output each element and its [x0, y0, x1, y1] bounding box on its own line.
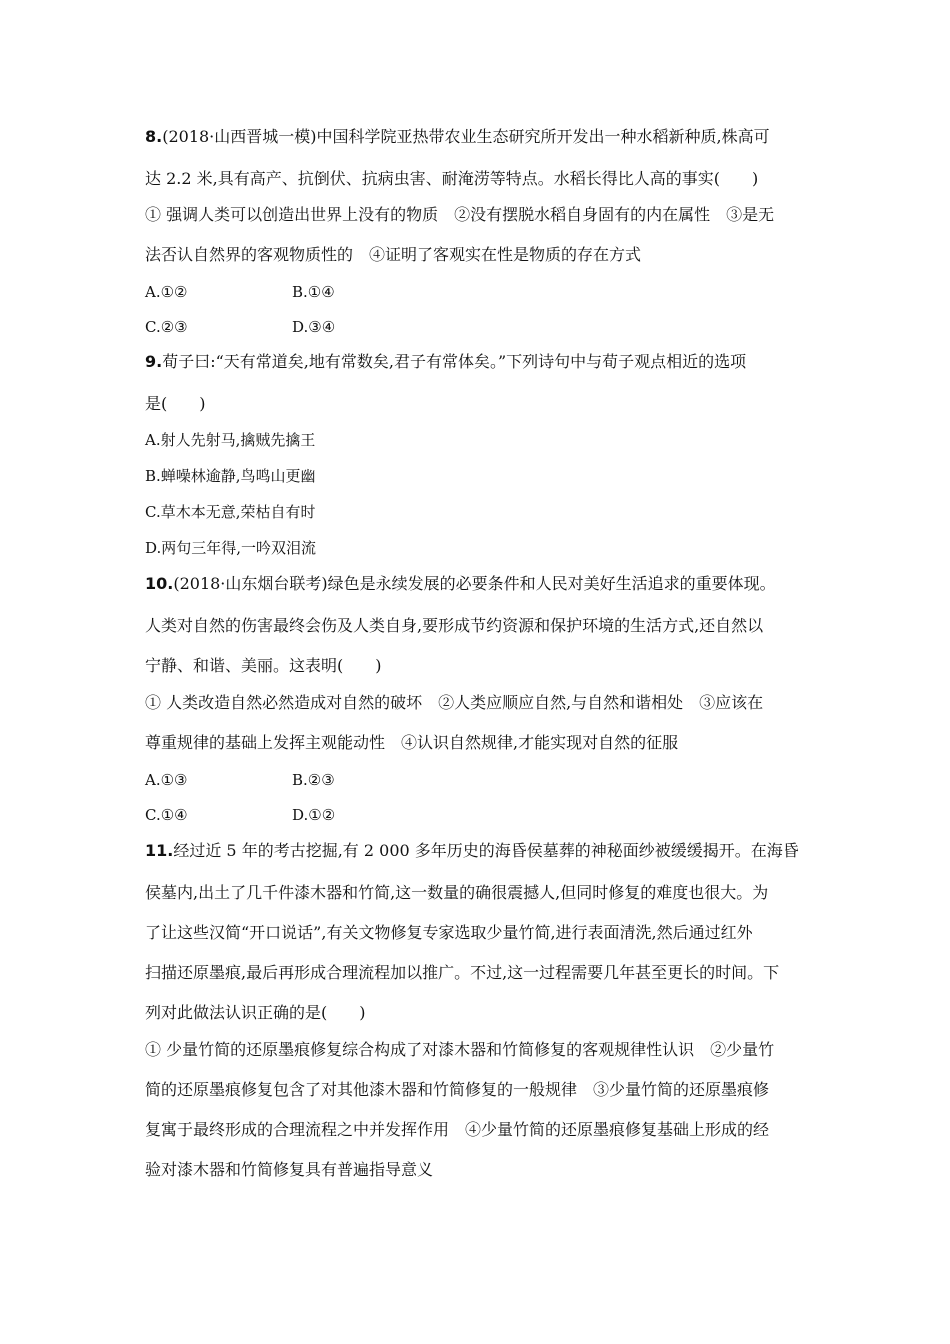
q10-line-2: 人类对自然的伤害最终会伤及人类自身,要形成节约资源和保护环境的生活方式,还自然以 — [145, 616, 764, 635]
q11-line-1 — [145, 840, 815, 862]
q8-number: 8. — [145, 127, 163, 146]
q8-line-4: 法否认自然界的客观物质性的 ④证明了客观实在性是物质的存在方式 — [145, 245, 642, 264]
q10-option-a: A.①③ — [145, 771, 188, 789]
q10-line-1 — [145, 573, 815, 595]
q8-text-1: (2018·山西晋城一模)中国科学院亚热带农业生态研究所开发出一种水稻新种质,株高可 — [162, 127, 770, 146]
q11-line-4: 扫描还原墨痕,最后再形成合理流程加以推广。不过,这一过程需要几年甚至更长的时间。下 — [145, 963, 780, 982]
q11-line-2: 侯墓内,出土了几千件漆木器和竹简,这一数量的确很震撼人,但同时修复的难度也很大。为 — [145, 883, 769, 902]
q10-option-d: D.①② — [292, 806, 336, 824]
q11-line-8: 复寓于最终形成的合理流程之中并发挥作用 ④少量竹简的还原墨痕修复基础上形成的经 — [145, 1120, 770, 1139]
q9-option-b: B.蝉噪林逾静,鸟鸣山更幽 — [145, 467, 316, 485]
q8-line-1 — [145, 126, 815, 148]
q10-line-5: 尊重规律的基础上发挥主观能动性 ④认识自然规律,才能实现对自然的征服 — [145, 733, 679, 752]
q9-option-c: C.草木本无意,荣枯自有时 — [145, 503, 316, 521]
q11-line-9: 验对漆木器和竹简修复具有普遍指导意义 — [145, 1160, 434, 1179]
q9-option-a: A.射人先射马,擒贼先擒王 — [145, 431, 316, 449]
q10-option-b: B.②③ — [292, 771, 335, 789]
q10-option-c: C.①④ — [145, 806, 188, 824]
q8-option-c: C.②③ — [145, 318, 188, 336]
q11-line-3: 了让这些汉简“开口说话”,有关文物修复专家选取少量竹简,进行表面清洗,然后通过红外 — [145, 923, 753, 942]
q8-option-b: B.①④ — [292, 283, 335, 301]
q9-line-1 — [145, 351, 815, 373]
q11-number: 11. — [145, 841, 174, 860]
q11-text-1: 经过近 5 年的考古挖掘,有 2 000 多年历史的海昏侯墓葬的神秘面纱被缓缓揭开。在海昏 — [173, 841, 799, 860]
q8-option-a: A.①② — [145, 283, 188, 301]
q9-number: 9. — [145, 352, 163, 371]
q8-line-2: 达 2.2 米,具有高产、抗倒伏、抗病虫害、耐淹涝等特点。水稻长得比人高的事实( ) — [145, 169, 759, 188]
q9-text-1: 荀子曰:“天有常道矣,地有常数矣,君子有常体矣。”下列诗句中与荀子观点相近的选项 — [162, 352, 747, 371]
q11-line-5: 列对此做法认识正确的是( ) — [145, 1003, 366, 1022]
q10-number: 10. — [145, 574, 174, 593]
q10-text-1: (2018·山东烟台联考)绿色是永续发展的必要条件和人民对美好生活追求的重要体现。 — [173, 574, 776, 593]
q10-line-4: ① 人类改造自然必然造成对自然的破坏 ②人类应顺应自然,与自然和谐相处 ③应该在 — [145, 693, 764, 712]
q11-line-6: ① 少量竹简的还原墨痕修复综合构成了对漆木器和竹简修复的客观规律性认识 ②少量竹 — [145, 1040, 775, 1059]
q8-line-3: ① 强调人类可以创造出世界上没有的物质 ②没有摆脱水稻自身固有的内在属性 ③是无 — [145, 205, 775, 224]
q9-line-2: 是( ) — [145, 394, 206, 413]
q11-line-7: 简的还原墨痕修复包含了对其他漆木器和竹简修复的一般规律 ③少量竹简的还原墨痕修 — [145, 1080, 770, 1099]
q8-option-d: D.③④ — [292, 318, 336, 336]
q9-option-d: D.两句三年得,一吟双泪流 — [145, 539, 317, 557]
q10-line-3: 宁静、和谐、美丽。这表明( ) — [145, 656, 382, 675]
